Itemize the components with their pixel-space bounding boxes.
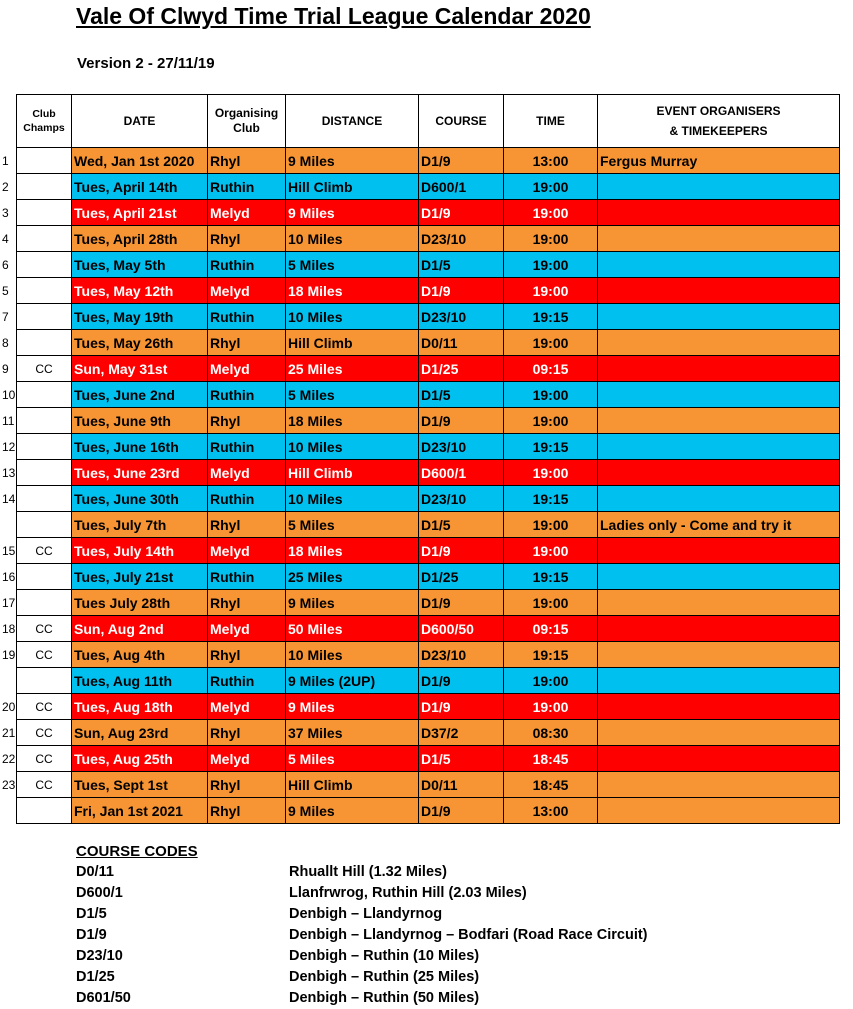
club-cell: Melyd (208, 538, 286, 564)
cc-label: CC (35, 751, 53, 766)
course-cell: D23/10 (419, 642, 504, 668)
club-champs-cell (2, 694, 72, 720)
header-date: DATE (72, 95, 208, 148)
club-cell: Rhyl (208, 148, 286, 174)
distance-cell: 10 Miles (286, 226, 419, 252)
club-champs-cell (2, 564, 72, 590)
club-cell: Rhyl (208, 330, 286, 356)
date-cell: Tues, June 2nd (72, 382, 208, 408)
time-cell: 19:00 (504, 278, 598, 304)
time-cell: 18:45 (504, 772, 598, 798)
distance-cell: 18 Miles (286, 278, 419, 304)
date-cell: Sun, Aug 2nd (72, 616, 208, 642)
course-cell: D600/1 (419, 174, 504, 200)
course-cell: D0/11 (419, 330, 504, 356)
table-row (17, 382, 840, 408)
time-cell: 13:00 (504, 148, 598, 174)
table-row (17, 642, 840, 668)
row-number: 13 (2, 466, 16, 480)
date-cell: Tues, April 28th (72, 226, 208, 252)
club-cell: Ruthin (208, 486, 286, 512)
club-cell: Rhyl (208, 720, 286, 746)
time-cell: 19:00 (504, 382, 598, 408)
row-number: 23 (2, 778, 16, 792)
course-cell: D600/1 (419, 460, 504, 486)
table-row (17, 798, 840, 824)
course-cell: D0/11 (419, 772, 504, 798)
date-cell: Tues, May 12th (72, 278, 208, 304)
row-number: 6 (2, 258, 9, 272)
table-row (17, 616, 840, 642)
distance-cell: 5 Miles (286, 382, 419, 408)
organiser-cell (598, 590, 840, 616)
cc-label: CC (35, 777, 53, 792)
organiser-cell (598, 382, 840, 408)
date-cell: Tues, Aug 25th (72, 746, 208, 772)
club-cell: Rhyl (208, 226, 286, 252)
club-cell: Ruthin (208, 668, 286, 694)
date-cell: Tues, April 14th (72, 174, 208, 200)
time-cell: 19:00 (504, 694, 598, 720)
date-cell: Sun, Aug 23rd (72, 720, 208, 746)
course-cell: D1/9 (419, 590, 504, 616)
date-cell: Tues July 28th (72, 590, 208, 616)
organiser-cell (598, 538, 840, 564)
club-champs-cell (2, 174, 72, 200)
club-champs-cell (2, 382, 72, 408)
time-cell: 19:00 (504, 330, 598, 356)
distance-cell: 5 Miles (286, 512, 419, 538)
cc-label: CC (35, 699, 53, 714)
club-champs-cell (2, 434, 72, 460)
course-description: Llanfrwrog, Ruthin Hill (2.03 Miles) (289, 885, 527, 901)
organiser-cell (598, 252, 840, 278)
organiser-cell (598, 460, 840, 486)
page-title: Vale Of Clwyd Time Trial League Calendar 2020 (76, 3, 591, 29)
club-champs-cell (2, 252, 72, 278)
table-row (17, 356, 840, 382)
header-distance: DISTANCE (286, 95, 419, 148)
course-code: D1/25 (76, 969, 115, 985)
course-cell: D23/10 (419, 486, 504, 512)
row-number: 19 (2, 648, 16, 662)
course-code: D1/5 (76, 906, 107, 922)
club-champs-cell (17, 512, 72, 538)
date-cell: Tues, Aug 18th (72, 694, 208, 720)
club-cell: Rhyl (208, 642, 286, 668)
row-number: 12 (2, 440, 16, 454)
club-champs-cell (17, 798, 72, 824)
row-number: 16 (2, 570, 16, 584)
organiser-cell (598, 772, 840, 798)
course-description: Denbigh – Llandyrnog – Bodfari (Road Race Circuit) (289, 927, 648, 943)
row-number: 15 (2, 544, 16, 558)
header-time: TIME (504, 95, 598, 148)
time-cell: 19:00 (504, 252, 598, 278)
course-description: Denbigh – Ruthin (50 Miles) (289, 990, 480, 1006)
distance-cell: Hill Climb (286, 330, 419, 356)
row-number: 7 (2, 310, 9, 324)
club-cell: Ruthin (208, 382, 286, 408)
course-code-row (76, 946, 776, 967)
row-number: 4 (2, 232, 9, 246)
header-event-organisers (598, 95, 840, 148)
table-row (17, 668, 840, 694)
table-row (17, 408, 840, 434)
organiser-cell (598, 356, 840, 382)
club-cell: Ruthin (208, 434, 286, 460)
row-number: 1 (2, 154, 9, 168)
time-cell: 19:15 (504, 304, 598, 330)
time-cell: 19:00 (504, 590, 598, 616)
distance-cell: 9 Miles (286, 200, 419, 226)
table-row (17, 538, 840, 564)
distance-cell: 10 Miles (286, 486, 419, 512)
table-row (17, 772, 840, 798)
club-cell: Melyd (208, 278, 286, 304)
club-champs-cell (2, 616, 72, 642)
club-cell: Melyd (208, 356, 286, 382)
header-organisers-line2: & TIMEKEEPERS (669, 123, 768, 138)
table-row (17, 304, 840, 330)
course-cell: D23/10 (419, 434, 504, 460)
organiser-cell (598, 408, 840, 434)
organiser-cell (598, 200, 840, 226)
time-cell: 19:00 (504, 538, 598, 564)
course-cell: D1/9 (419, 798, 504, 824)
course-cell: D1/5 (419, 382, 504, 408)
time-cell: 19:15 (504, 486, 598, 512)
course-code-row (76, 967, 776, 988)
course-code-row (76, 862, 776, 883)
time-cell: 19:15 (504, 642, 598, 668)
club-champs-cell (2, 200, 72, 226)
cc-label: CC (35, 725, 53, 740)
club-cell: Ruthin (208, 174, 286, 200)
club-cell: Rhyl (208, 512, 286, 538)
distance-cell: 9 Miles (286, 694, 419, 720)
organiser-cell (598, 616, 840, 642)
course-code: D23/10 (76, 948, 123, 964)
table-row (17, 720, 840, 746)
table-row (17, 434, 840, 460)
date-cell: Tues, Sept 1st (72, 772, 208, 798)
time-cell: 08:30 (504, 720, 598, 746)
organiser-cell (598, 226, 840, 252)
club-cell: Ruthin (208, 304, 286, 330)
distance-cell: 25 Miles (286, 356, 419, 382)
course-codes-title: COURSE CODES (76, 843, 198, 860)
date-cell: Tues, June 16th (72, 434, 208, 460)
table-row (17, 252, 840, 278)
club-champs-cell (2, 278, 72, 304)
course-code: D1/9 (76, 927, 107, 943)
cc-label: CC (35, 621, 53, 636)
date-cell: Tues, July 7th (72, 512, 208, 538)
organiser-cell (598, 278, 840, 304)
course-cell: D1/5 (419, 512, 504, 538)
time-cell: 19:00 (504, 512, 598, 538)
header-organising-club: Organising Club (208, 95, 286, 148)
table-row (17, 278, 840, 304)
course-cell: D1/25 (419, 356, 504, 382)
row-number: 9 (2, 362, 9, 376)
organiser-cell (598, 798, 840, 824)
row-number: 21 (2, 726, 16, 740)
header-club-champs: Club Champs (17, 95, 72, 148)
row-number: 10 (2, 388, 16, 402)
table-row (17, 148, 840, 174)
date-cell: Tues, April 21st (72, 200, 208, 226)
course-cell: D1/9 (419, 278, 504, 304)
date-cell: Tues, May 19th (72, 304, 208, 330)
distance-cell: 18 Miles (286, 408, 419, 434)
course-code: D0/11 (76, 864, 114, 880)
row-number: 5 (2, 284, 9, 298)
time-cell: 19:00 (504, 668, 598, 694)
distance-cell: 9 Miles (286, 798, 419, 824)
distance-cell: 10 Miles (286, 434, 419, 460)
course-cell: D1/9 (419, 668, 504, 694)
organiser-cell (598, 694, 840, 720)
course-cell: D1/5 (419, 252, 504, 278)
cc-label: CC (35, 647, 53, 662)
row-number: 2 (2, 180, 9, 194)
club-champs-cell (2, 642, 72, 668)
club-cell: Ruthin (208, 252, 286, 278)
time-cell: 19:00 (504, 460, 598, 486)
club-cell: Rhyl (208, 772, 286, 798)
club-champs-cell (2, 330, 72, 356)
distance-cell: 9 Miles (286, 590, 419, 616)
table-row (17, 486, 840, 512)
date-cell: Fri, Jan 1st 2021 (72, 798, 208, 824)
organiser-cell (598, 486, 840, 512)
club-champs-cell (2, 148, 72, 174)
distance-cell: 50 Miles (286, 616, 419, 642)
version-label: Version 2 - 27/11/19 (77, 55, 215, 72)
club-champs-cell (2, 408, 72, 434)
table-row (17, 330, 840, 356)
course-code-row (76, 904, 776, 925)
distance-cell: 10 Miles (286, 304, 419, 330)
organiser-cell (598, 330, 840, 356)
date-cell: Tues, July 21st (72, 564, 208, 590)
organiser-cell (598, 304, 840, 330)
club-champs-cell (2, 746, 72, 772)
course-cell: D1/9 (419, 148, 504, 174)
time-cell: 19:00 (504, 226, 598, 252)
calendar-body (2, 148, 840, 824)
time-cell: 19:00 (504, 174, 598, 200)
course-cell: D1/25 (419, 564, 504, 590)
club-champs-cell (2, 460, 72, 486)
table-row (17, 590, 840, 616)
course-cell: D1/9 (419, 538, 504, 564)
header-course: COURSE (419, 95, 504, 148)
row-number: 14 (2, 492, 16, 506)
time-cell: 19:15 (504, 434, 598, 460)
date-cell: Wed, Jan 1st 2020 (72, 148, 208, 174)
date-cell: Tues, May 26th (72, 330, 208, 356)
table-row (17, 564, 840, 590)
club-champs-cell (2, 772, 72, 798)
club-cell: Melyd (208, 746, 286, 772)
header-organisers-line1: EVENT ORGANISERS (656, 103, 781, 118)
course-description: Denbigh – Llandyrnog (289, 906, 443, 922)
distance-cell: 9 Miles (2UP) (286, 668, 419, 694)
course-cell: D23/10 (419, 226, 504, 252)
date-cell: Tues, June 9th (72, 408, 208, 434)
club-cell: Rhyl (208, 408, 286, 434)
organiser-cell (598, 720, 840, 746)
club-cell: Rhyl (208, 798, 286, 824)
distance-cell: Hill Climb (286, 174, 419, 200)
course-code-row (76, 988, 776, 1009)
course-description: Rhuallt Hill (1.32 Miles) (289, 864, 447, 880)
organiser-cell: Fergus Murray (598, 148, 840, 174)
club-champs-cell (2, 720, 72, 746)
date-cell: Tues, May 5th (72, 252, 208, 278)
table-row (17, 200, 840, 226)
course-code: D600/1 (76, 885, 123, 901)
row-number: 20 (2, 700, 16, 714)
organiser-cell (598, 174, 840, 200)
time-cell: 09:15 (504, 356, 598, 382)
table-row (17, 226, 840, 252)
time-cell: 19:15 (504, 564, 598, 590)
club-cell: Melyd (208, 616, 286, 642)
row-number: 8 (2, 336, 9, 350)
date-cell: Tues, June 23rd (72, 460, 208, 486)
organiser-cell (598, 668, 840, 694)
table-row (17, 174, 840, 200)
table-row (17, 512, 840, 538)
distance-cell: 5 Miles (286, 746, 419, 772)
date-cell: Tues, July 14th (72, 538, 208, 564)
club-champs-cell (2, 226, 72, 252)
row-number: 11 (2, 414, 15, 428)
course-codes-list (76, 862, 776, 1009)
time-cell: 19:00 (504, 408, 598, 434)
course-cell: D600/50 (419, 616, 504, 642)
club-champs-cell (2, 538, 72, 564)
course-description: Denbigh – Ruthin (10 Miles) (289, 948, 480, 964)
club-champs-cell (2, 356, 72, 382)
date-cell: Tues, Aug 4th (72, 642, 208, 668)
row-number: 22 (2, 752, 16, 766)
distance-cell: 9 Miles (286, 148, 419, 174)
row-number: 3 (2, 206, 9, 220)
organiser-cell (598, 746, 840, 772)
course-cell: D37/2 (419, 720, 504, 746)
distance-cell: 25 Miles (286, 564, 419, 590)
header-row (17, 95, 840, 148)
cc-label: CC (35, 543, 53, 558)
date-cell: Tues, Aug 11th (72, 668, 208, 694)
organiser-cell (598, 434, 840, 460)
club-champs-cell (17, 668, 72, 694)
club-cell: Ruthin (208, 564, 286, 590)
distance-cell: Hill Climb (286, 772, 419, 798)
cc-label: CC (35, 361, 53, 376)
course-code-row (76, 925, 776, 946)
row-number: 17 (2, 596, 16, 610)
calendar-table (2, 94, 840, 824)
course-cell: D1/9 (419, 408, 504, 434)
course-cell: D1/9 (419, 200, 504, 226)
course-description: Denbigh – Ruthin (25 Miles) (289, 969, 480, 985)
distance-cell: 5 Miles (286, 252, 419, 278)
course-code: D601/50 (76, 990, 131, 1006)
date-cell: Sun, May 31st (72, 356, 208, 382)
time-cell: 19:00 (504, 200, 598, 226)
distance-cell: 18 Miles (286, 538, 419, 564)
table-row (17, 746, 840, 772)
table-row (17, 694, 840, 720)
distance-cell: 10 Miles (286, 642, 419, 668)
row-number: 18 (2, 622, 16, 636)
distance-cell: 37 Miles (286, 720, 419, 746)
organiser-cell: Ladies only - Come and try it (598, 512, 840, 538)
time-cell: 09:15 (504, 616, 598, 642)
course-cell: D1/5 (419, 746, 504, 772)
time-cell: 13:00 (504, 798, 598, 824)
club-cell: Rhyl (208, 590, 286, 616)
course-cell: D23/10 (419, 304, 504, 330)
course-cell: D1/9 (419, 694, 504, 720)
organiser-cell (598, 642, 840, 668)
time-cell: 18:45 (504, 746, 598, 772)
club-champs-cell (2, 486, 72, 512)
club-cell: Melyd (208, 460, 286, 486)
organiser-cell (598, 564, 840, 590)
club-cell: Melyd (208, 694, 286, 720)
date-cell: Tues, June 30th (72, 486, 208, 512)
table-row (17, 460, 840, 486)
club-cell: Melyd (208, 200, 286, 226)
distance-cell: Hill Climb (286, 460, 419, 486)
course-code-row (76, 883, 776, 904)
club-champs-cell (2, 304, 72, 330)
club-champs-cell (2, 590, 72, 616)
